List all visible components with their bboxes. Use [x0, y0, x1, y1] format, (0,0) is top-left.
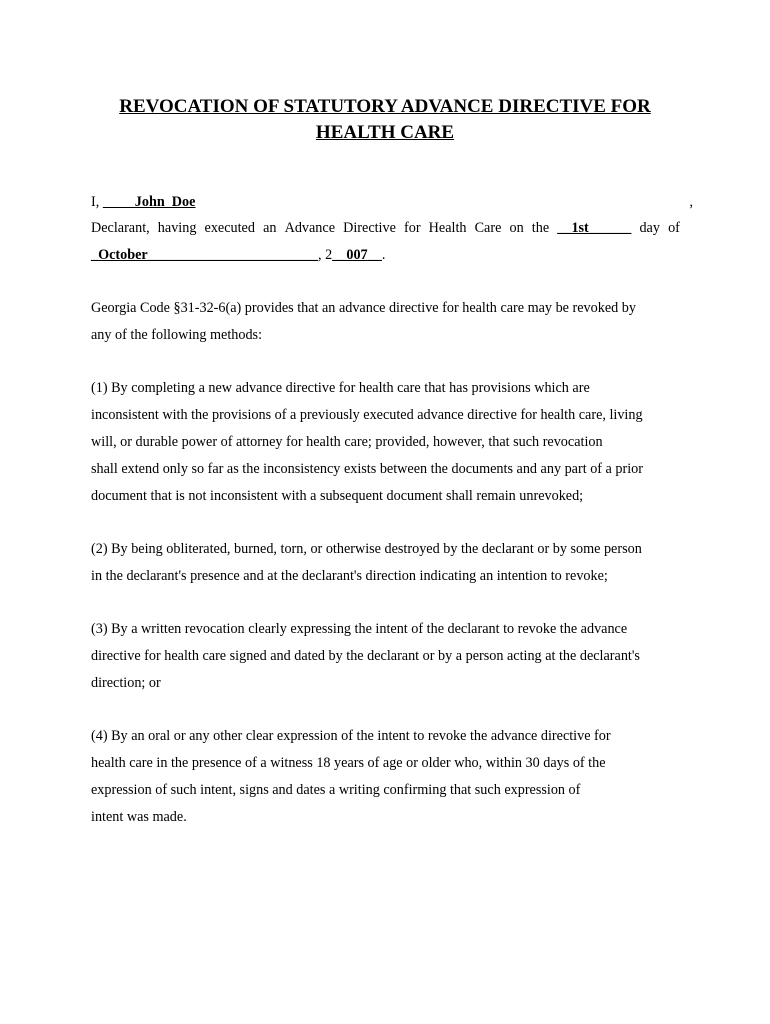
word: executed [204, 220, 255, 236]
year-field-trail: __ [367, 247, 382, 263]
year-prefix: , 2 [317, 247, 333, 263]
day-field[interactable] [557, 219, 631, 237]
year-field-lead: __ [332, 247, 347, 263]
month-field-trail: ________________________ [147, 247, 318, 263]
year-value: 007 [346, 247, 368, 263]
word: Advance [284, 220, 335, 236]
word: an [263, 220, 277, 236]
method-3-line: (3) By a written revocation clearly expressing the intent of the declarant to revoke the advance [91, 621, 628, 637]
method-1-line: document that is not inconsistent with a subsequent document shall remain unrevoked; [91, 488, 584, 504]
word: Directive [343, 220, 396, 236]
day-value: 1st [571, 220, 589, 236]
day-field-lead: __ [557, 220, 572, 236]
day-field-trail: ______ [588, 220, 632, 236]
method-1-line: (1) By completing a new advance directive for health care that has provisions which are [91, 380, 590, 396]
declarant-name: John Doe [134, 194, 196, 210]
declaration-line-2 [91, 219, 680, 237]
year-field[interactable] [332, 247, 382, 263]
method-4-line: expression of such intent, signs and dates a writing confirming that such expression of [91, 782, 581, 798]
method-1-line: inconsistent with the provisions of a previously executed advance directive for health care, living [91, 407, 643, 423]
month-value: October [98, 247, 148, 263]
document-title: REVOCATION OF STATUTORY ADVANCE DIRECTIVE FOR HEALTH CARE [119, 96, 651, 143]
method-4-line: (4) By an oral or any other clear expression of the intent to revoke the advance directive for [91, 728, 611, 744]
method-1-line: shall extend only so far as the inconsistency exists between the documents and any part of a prior [91, 461, 643, 477]
declaration-prefix: I, [91, 194, 100, 210]
declaration-period: . [381, 247, 386, 263]
word: Health [428, 220, 467, 236]
word: the [531, 220, 550, 236]
method-2-line: in the declarant's presence and at the declarant's direction indicating an intention to revoke; [91, 568, 608, 584]
method-4-line: health care in the presence of a witness 18 years of age or older who, within 30 days of the [91, 755, 606, 771]
declaration-comma: , [689, 194, 693, 210]
word: on [509, 220, 524, 236]
word: for [404, 220, 421, 236]
month-field-lead: _ [91, 247, 99, 263]
word: Care [474, 220, 502, 236]
method-3-line: direction; or [91, 675, 161, 691]
word: having [157, 220, 197, 236]
word: day [639, 220, 660, 236]
method-2-line: (2) By being obliterated, burned, torn, or otherwise destroyed by the declarant or by some person [91, 541, 642, 557]
intro-line: any of the following methods: [91, 327, 263, 343]
word: Declarant, [91, 220, 150, 236]
declaration-line-1 [91, 193, 693, 211]
name-field-lead [103, 194, 135, 210]
method-4-line: intent was made. [91, 809, 187, 825]
method-1-line: will, or durable power of attorney for health care; provided, however, that such revocation [91, 434, 603, 450]
word: of [668, 220, 680, 236]
intro-line: Georgia Code §31-32-6(a) provides that an advance directive for health care may be revoked by [91, 300, 636, 316]
month-field[interactable] [91, 247, 318, 263]
declaration-line-3 [91, 246, 385, 264]
method-3-line: directive for health care signed and dated by the declarant or by a person acting at the declarant's [91, 648, 640, 664]
declarant-name-field[interactable] [103, 193, 690, 211]
